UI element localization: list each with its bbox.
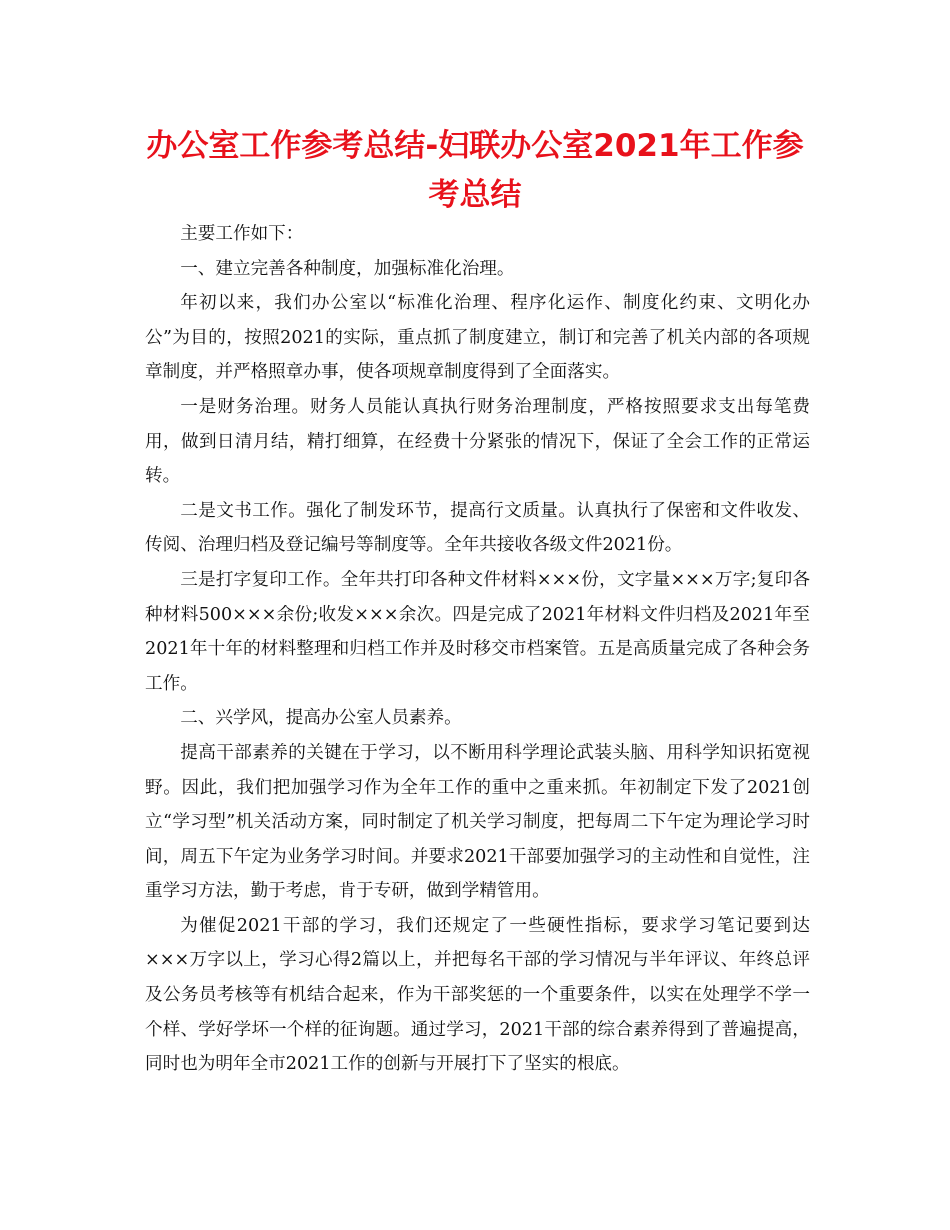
document-body	[145, 217, 810, 1082]
document-title: 办公室工作参考总结-妇联办公室2021年工作参考总结	[146, 128, 804, 213]
paragraph-section-2-heading: 二、兴学风，提高办公室人员素养。	[180, 708, 462, 729]
paragraph-study-requirements: 为催促2021干部的学习，我们还规定了一些硬性指标，要求学习笔记要到达×××万字以上，学习心得2篇以上，并把每名干部的学习情况与半年评议、年终总评及公务员考核等有机结合起来，作为干部奖惩的一个重要条件，以实在处理学不学一个样、学好学坏一个样的征询题。通过学习，2021干部的综合素养得到了普遍提高，同时也为明年全市2021工作的创新与开展打下了坚实的根底。	[145, 915, 810, 1075]
paragraph-documents: 二是文书工作。强化了制发环节，提高行文质量。认真执行了保密和文件收发、传阅、治理归档及登记编号等制度等。全年共接收各级文件2021份。	[145, 500, 810, 556]
paragraph-section-1-heading: 一、建立完善各种制度，加强标准化治理。	[180, 258, 515, 279]
paragraph-intro: 主要工作如下：	[180, 224, 304, 244]
paragraph-section-1-overview: 年初以来，我们办公室以“标准化治理、程序化运作、制度化约束、文明化办公”为目的，按照2021的实际，重点抓了制度建立，制订和完善了机关内部的各项规章制度，并严格照章办事，使各项规章制度得到了全面落实。	[145, 293, 810, 383]
paragraph-finance: 一是财务治理。财务人员能认真执行财务治理制度，严格按照要求支出每笔费用，做到日清月结，精打细算，在经费十分紧张的情况下，保证了全会工作的正常运转。	[145, 396, 810, 487]
paragraph-printing: 三是打字复印工作。全年共打印各种文件材料×××份，文字量×××万字;复印各种材料500×××余份;收发×××余次。四是完成了2021年材料文件归档及2021年至2021年十年的材料整理和归档工作并及时移交市档案管。五是高质量完成了各种会务工作。	[145, 569, 810, 694]
paragraph-study: 提高干部素养的关键在于学习，以不断用科学理论武装头脑、用科学知识拓宽视野。因此，我们把加强学习作为全年工作的重中之重来抓。年初制定下发了2021创立“学习型”机关活动方案，同时制定了机关学习制度，把每周二下午定为理论学习时间，周五下午定为业务学习时间。并要求2021干部要加强学习的主动性和自觉性，注重学习方法，勤于考虑，肯于专研，做到学精管用。	[145, 742, 810, 902]
